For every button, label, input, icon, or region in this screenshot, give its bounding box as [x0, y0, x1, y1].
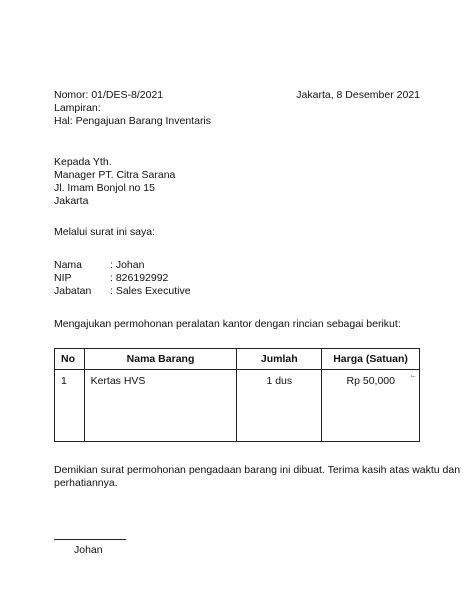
recipient-address: Jl. Imam Bonjol no 15 [54, 182, 155, 194]
header-quantity: Jumlah [237, 349, 322, 370]
name-label: Nama [54, 259, 83, 271]
header-unit-price: Harga (Satuan) [322, 349, 420, 370]
cell-unit-price [322, 370, 420, 442]
nip-label: NIP [54, 272, 72, 284]
request-text: Mengajukan permohonan peralatan kantor dengan rincian sebagai berikut: [54, 318, 401, 330]
header-no: No [55, 349, 85, 370]
position-label: Jabatan [54, 285, 92, 297]
intro-text: Melalui surat ini saya: [54, 226, 155, 238]
signature-name: Johan [74, 544, 103, 556]
name-value: : Johan [110, 259, 145, 271]
cell-unit-price-text: Rp 50,000 [346, 375, 395, 387]
table-header-row [55, 349, 420, 370]
cell-item-name: Kertas HVS [84, 370, 237, 442]
cell-quantity: 1 dus [237, 370, 322, 442]
recipient-title: Manager PT. Citra Sarana [54, 169, 176, 181]
signature-line [54, 539, 126, 540]
place-and-date: Jakarta, 8 Desember 2021 [296, 89, 420, 101]
subject-line: Hal: Pengajuan Barang Inventaris [54, 115, 212, 127]
table-row [55, 370, 420, 442]
letter-number: Nomor: 01/DES-8/2021 [54, 89, 164, 101]
closing-line-2: perhatiannya. [54, 477, 118, 489]
attachment-label: Lampiran: [54, 102, 101, 114]
position-value: : Sales Executive [110, 285, 191, 297]
comment-marker-icon: ⌙ [410, 373, 416, 380]
recipient-greeting: Kepada Yth. [54, 156, 112, 168]
nip-value: : 826192992 [110, 272, 169, 284]
closing-line-1: Demikian surat permohonan pengadaan barang ini dibuat. Terima kasih atas waktu dan [54, 464, 461, 476]
recipient-city: Jakarta [54, 195, 89, 207]
items-table [54, 348, 420, 442]
cell-no: 1 [55, 370, 85, 442]
header-item-name: Nama Barang [84, 349, 237, 370]
